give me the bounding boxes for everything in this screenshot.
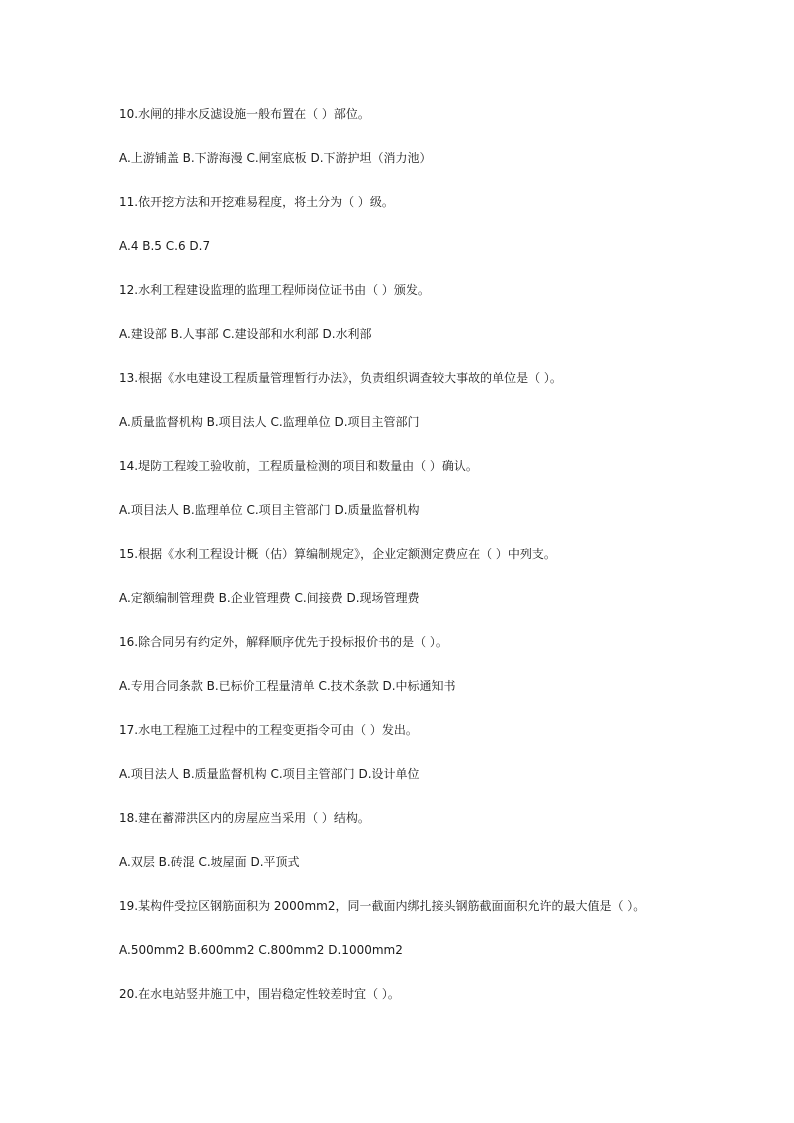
options-10: A.上游铺盖 B.下游海漫 C.闸室底板 D.下游护坦（消力池） [119, 151, 432, 165]
options-18: A.双层 B.砖混 C.坡屋面 D.平顶式 [119, 855, 300, 869]
question-list [119, 103, 759, 1027]
options-15: A.定额编制管理费 B.企业管理费 C.间接费 D.现场管理费 [119, 591, 420, 605]
options-13: A.质量监督机构 B.项目法人 C.监理单位 D.项目主管部门 [119, 415, 420, 429]
options-11: A.4 B.5 C.6 D.7 [119, 239, 211, 253]
question-10: 10.水闸的排水反滤设施一般布置在（ ）部位。 [119, 107, 370, 121]
question-13: 13.根据《水电建设工程质量管理暂行办法》，负责组织调查较大事故的单位是（ ）。 [119, 371, 562, 385]
question-18: 18.建在蓄滞洪区内的房屋应当采用（ ）结构。 [119, 811, 370, 825]
options-19: A.500mm2 B.600mm2 C.800mm2 D.1000mm2 [119, 943, 403, 957]
question-16: 16.除合同另有约定外，解释顺序优先于投标报价书的是（ ）。 [119, 635, 448, 649]
question-19: 19.某构件受拉区钢筋面积为 2000mm2，同一截面内绑扎接头钢筋截面面积允许的最大值是（ ）。 [119, 899, 646, 913]
options-17: A.项目法人 B.质量监督机构 C.项目主管部门 D.设计单位 [119, 767, 420, 781]
question-20: 20.在水电站竖井施工中，围岩稳定性较差时宜（ ）。 [119, 987, 400, 1001]
options-12: A.建设部 B.人事部 C.建设部和水利部 D.水利部 [119, 327, 372, 341]
question-11: 11.依开挖方法和开挖难易程度，将土分为（ ）级。 [119, 195, 394, 209]
question-14: 14.堤防工程竣工验收前，工程质量检测的项目和数量由（ ）确认。 [119, 459, 478, 473]
question-12: 12.水利工程建设监理的监理工程师岗位证书由（ ）颁发。 [119, 283, 430, 297]
options-14: A.项目法人 B.监理单位 C.项目主管部门 D.质量监督机构 [119, 503, 420, 517]
question-17: 17.水电工程施工过程中的工程变更指令可由（ ）发出。 [119, 723, 418, 737]
question-15: 15.根据《水利工程设计概（估）算编制规定》，企业定额测定费应在（ ）中列支。 [119, 547, 556, 561]
options-16: A.专用合同条款 B.已标价工程量清单 C.技术条款 D.中标通知书 [119, 679, 456, 693]
